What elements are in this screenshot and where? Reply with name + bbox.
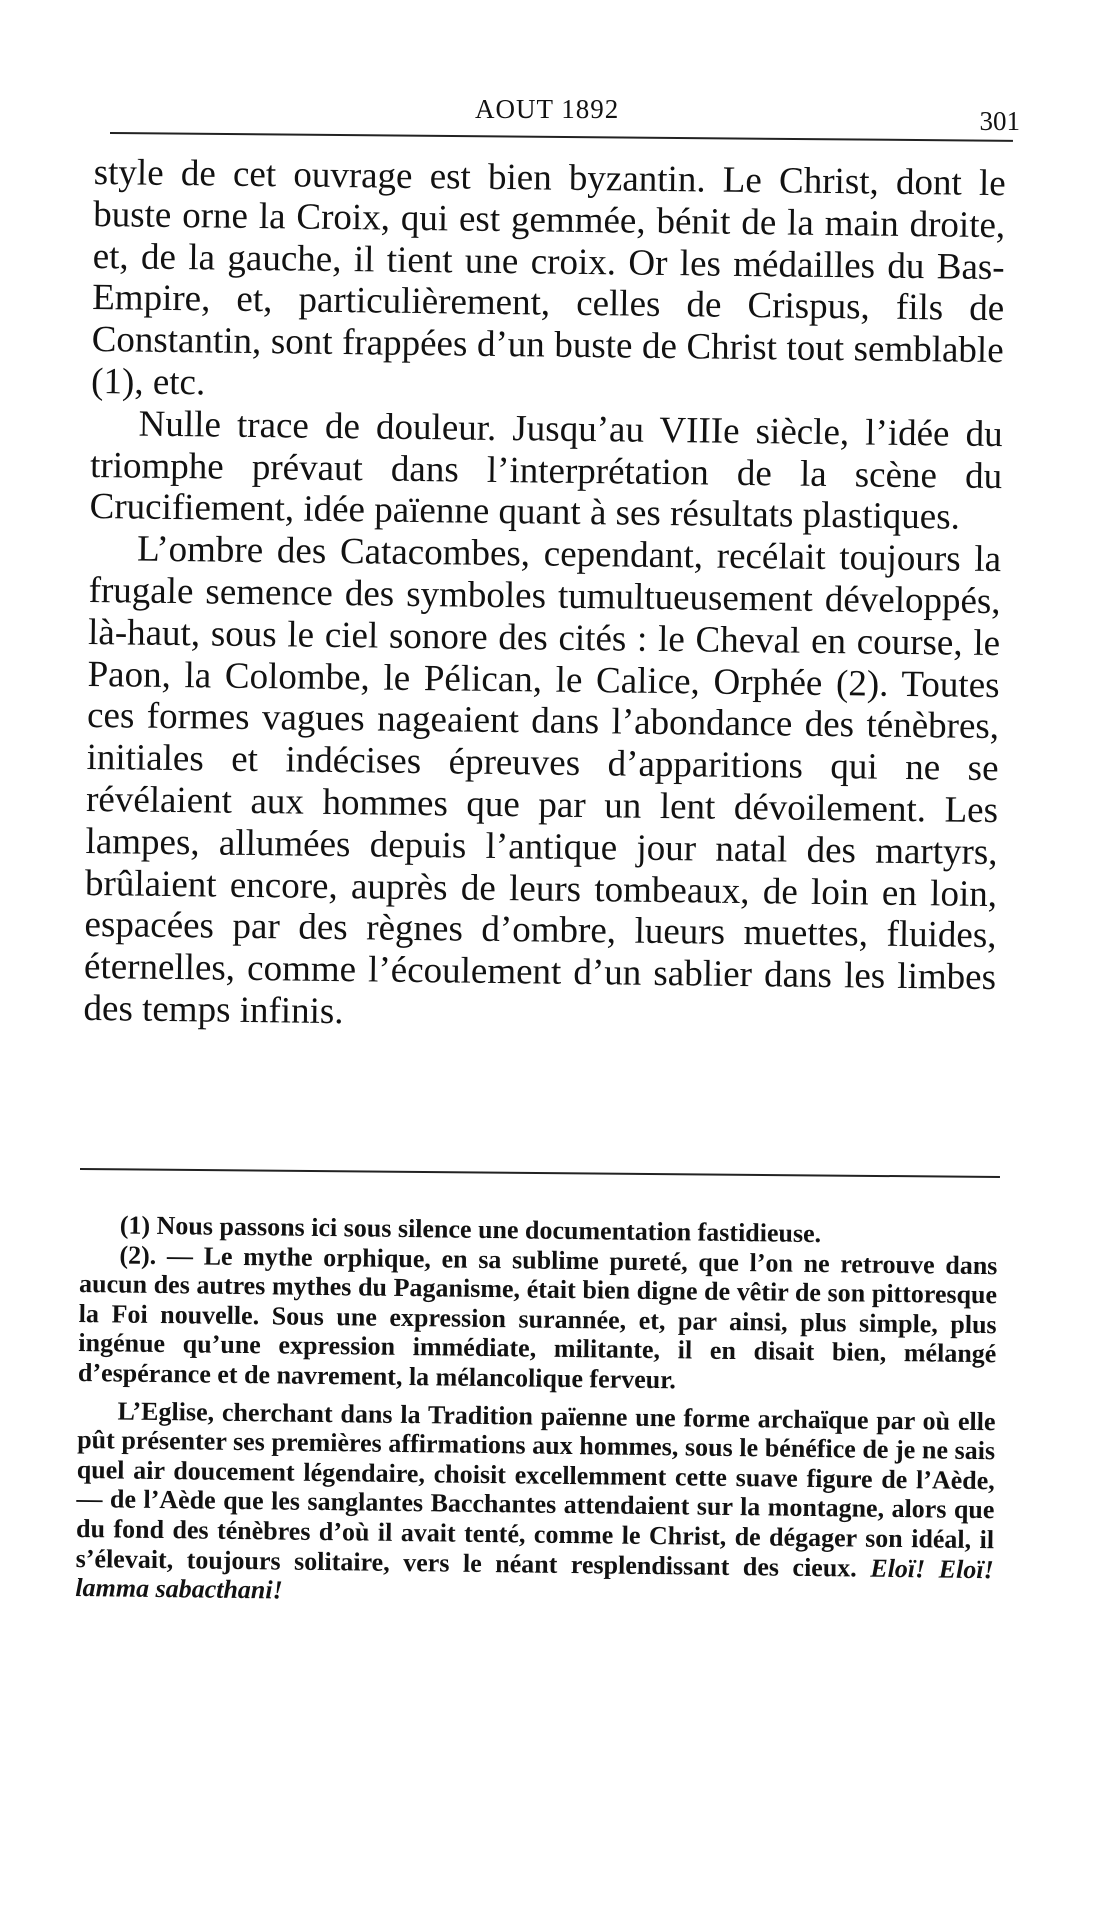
footnote-2-quote: Eloï! Eloï! lamma sabacthani! [75, 1553, 994, 1605]
paragraph-1: style de cet ouvrage est bien byzantin. Le Christ, dont le buste orne la Croix, qui est gemmée, bénit de la main droite, et, de la gauche, il tient une croix. Or les médailles du Bas-Empire, et, particulièrement, celles de Crispus, fils de Constantin, sont frappées d’un buste de Christ tout semblable (1), etc. [90, 152, 1006, 404]
footnote-1: (1) Nous passons ici sous silence une documentation fastidieuse. [119, 1210, 822, 1249]
footnote-rule [80, 1168, 1000, 1178]
running-head [110, 94, 1020, 136]
footnote-2: (2). — Le mythe orphique, en sa sublime pureté, que l’on ne retrouve dans aucun des autres mythes du Paganisme, était bien digne de vêtir de son pittoresque la Foi nouvelle. Sous une expression surannée, et, par ainsi, plus simple, plus ingénue qu’une expression immédiate, militante, il en disait bien, mélangé d’espérance et de navrement, la mélancolique ferveur. [77, 1240, 998, 1395]
footnotes [75, 1210, 998, 1614]
footnote-2-text: L’Eglise, cherchant dans la Tradition païenne une forme archaïque par où elle pût présenter ses premières affirmations aux hommes, sous le bénéfice de je ne sais quel air doucement légendaire, choisit excellemment cette suave figure de l’Aède, — de l’Aède que les sanglantes Bacchantes attendaient sur la montagne, alors que du fond des ténèbres d’où il avait tenté, comme le Christ, de dégager son idéal, il s’élevait, toujours solitaire, vers le néant resplendissant des cieux. [75, 1396, 996, 1583]
running-title: AOUT 1892 [475, 94, 620, 124]
footnote-2-continued [75, 1396, 995, 1614]
paragraph-3: L’ombre des Catacombes, cependant, recélait toujours la frugale semence des symboles tumultueusement développés, là-haut, sous le ciel sonore des cités : le Cheval en course, le Paon, la Colombe, le Pélican, le Calice, Orphée (2). Toutes ces formes vagues nageaient dans l’abondance des ténèbres, initiales et indécises épreuves d’apparitions qui ne se révélaient aux hommes que par un lent dévoilement. Les lampes, allumées depuis l’antique jour natal des martyrs, brûlaient encore, auprès de leurs tombeaux, de loin en loin, espacées par des règnes d’ombre, lueurs muettes, fluides, éternelles, comme l’écoulement d’un sablier dans les limbes des temps infinis. [83, 528, 1002, 1033]
main-text [83, 152, 1006, 1041]
paragraph-2: Nulle trace de douleur. Jusqu’au VIIIe siècle, l’idée du triomphe prévaut dans l’interprétation de la scène du Crucifiement, idée païenne quant à ses résultats plastiques. [89, 403, 1003, 538]
page-number: 301 [979, 106, 1020, 136]
